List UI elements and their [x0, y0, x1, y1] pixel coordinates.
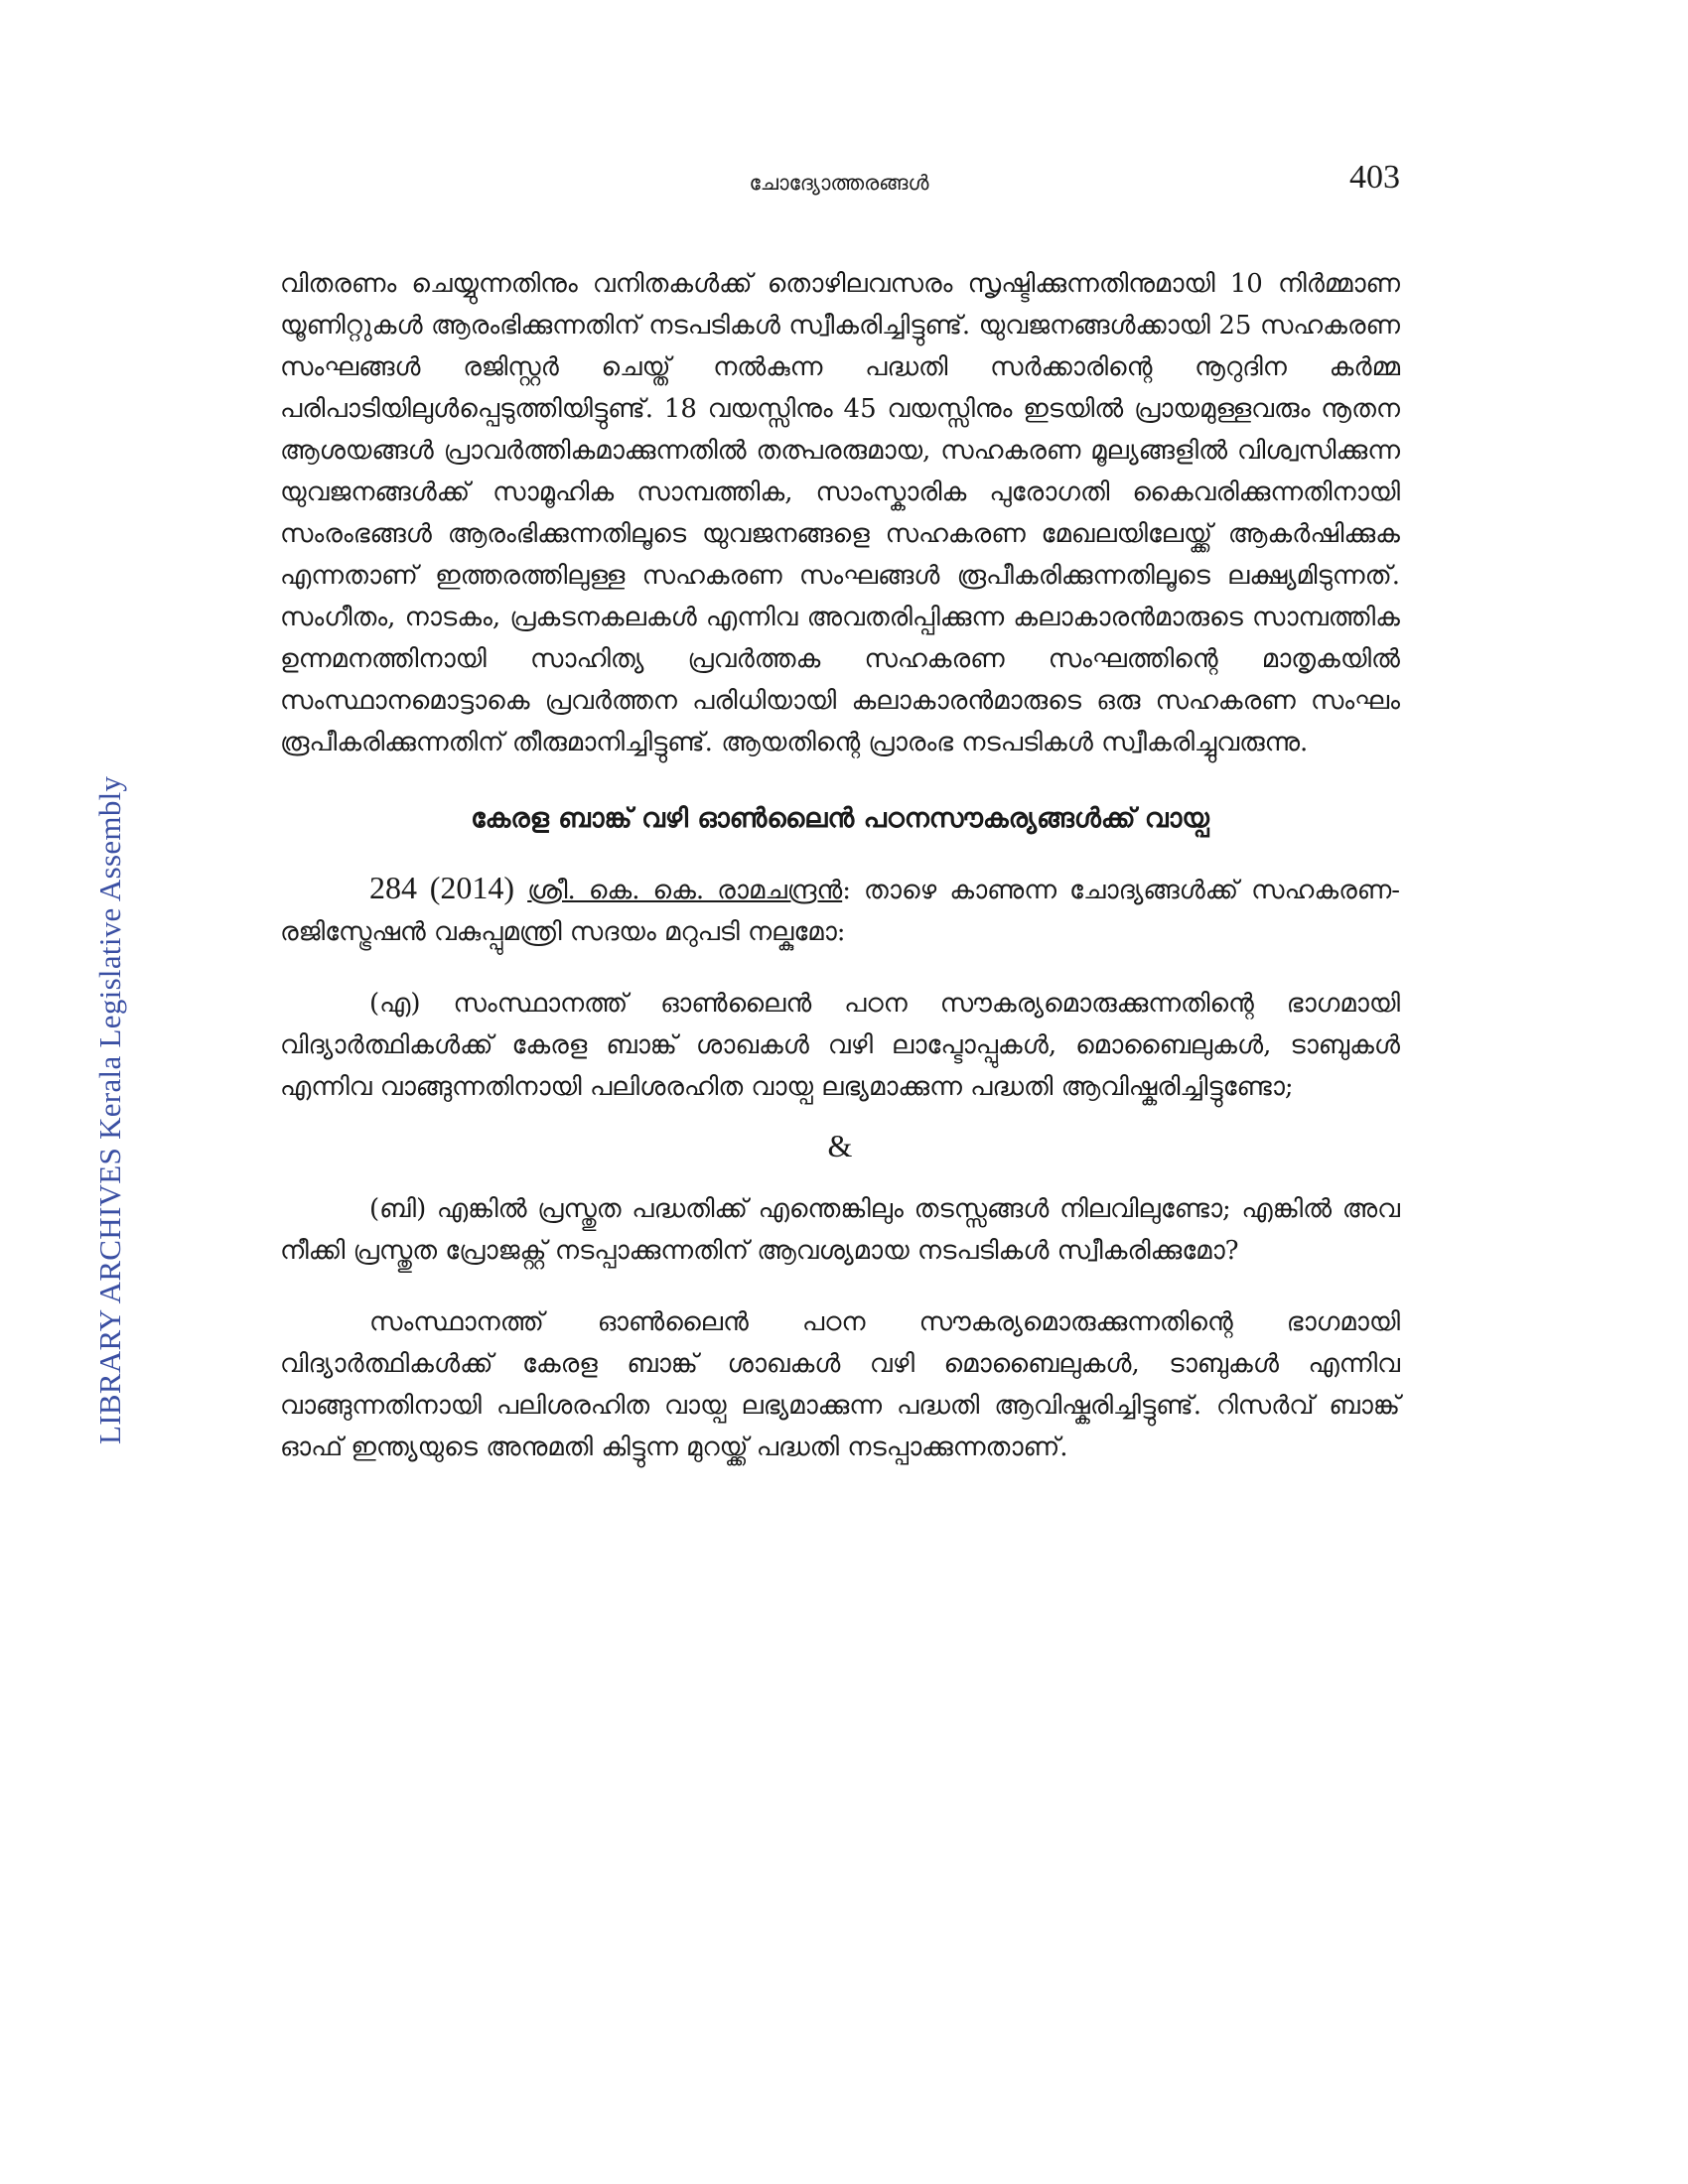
running-title: ചോദ്യോത്തരങ്ങൾ: [749, 171, 929, 195]
running-header: [278, 159, 1400, 208]
archive-watermark: LIBRARY ARCHIVES Kerala Legislative Assembly: [92, 775, 127, 1444]
question-heading: കേരള ബാങ്ക് വഴി ഓൺലൈൻ പഠനസൗകര്യങ്ങൾക്ക് വായ്പ: [471, 803, 1209, 834]
page-number: 403: [1349, 159, 1400, 196]
question-part-b: (ബി) എങ്കിൽ പ്രസ്തുത പദ്ധതിക്ക് എന്തെങ്കിലും തടസ്സങ്ങൾ നിലവിലുണ്ടോ; എങ്കിൽ അവ നീക്കി പ്രസ്തുത പ്രോജക്റ്റ് നടപ്പാക്കുന്നതിന് ആവശ്യമായ നടപടികൾ സ്വീകരിക്കുമോ?: [280, 1194, 1400, 1266]
answer-paragraph: സംസ്ഥാനത്ത് ഓൺലൈൻ പഠന സൗകര്യമൊരുക്കുന്നതിന്റെ ഭാഗമായി വിദ്യാർത്ഥികൾക്ക് കേരള ബാങ്ക് ശാഖകൾ വഴി മൊബൈലുകൾ, ടാബുകൾ എന്നിവ വാങ്ങുന്നതിനായി പലിശരഹിത വായ്പ ലഭ്യമാക്കുന്ന പദ്ധതി ആവിഷ്കരിച്ചിട്ടുണ്ട്. റിസർവ് ബാങ്ക് ഓഫ് ഇന്ത്യയുടെ അനുമതി കിട്ടുന്ന മുറയ്ക്ക് പദ്ധതി നടപ്പാക്കുന്നതാണ്.: [280, 1307, 1400, 1462]
ampersand-separator: &: [827, 1128, 853, 1163]
question-part-a: (എ) സംസ്ഥാനത്ത് ഓൺലൈൻ പഠന സൗകര്യമൊരുക്കുന്നതിന്റെ ഭാഗമായി വിദ്യാർത്ഥികൾക്ക് കേരള ബാങ്ക് ശാഖകൾ വഴി ലാപ്ടോപ്പുകൾ, മൊബൈലുകൾ, ടാബുകൾ എന്നിവ വാങ്ങുന്നതിനായി പലിശരഹിത വായ്പ ലഭ്യമാക്കുന്ന പദ്ധതി ആവിഷ്കരിച്ചിട്ടുണ്ടോ;: [280, 989, 1400, 1102]
question-intro-text: : താഴെ കാണുന്ന ചോദ്യങ്ങൾക്ക് സഹകരണ-രജിസ്ട്രേഷൻ വകുപ്പുമന്ത്രി സദയം മറുപടി നല്കുമോ:: [280, 876, 1401, 947]
page-body: [280, 263, 1400, 1468]
question-intro: [280, 867, 1400, 953]
intro-paragraph: വിതരണം ചെയ്യുന്നതിനും വനിതകൾക്ക് തൊഴിലവസരം സൃഷ്ടിക്കുന്നതിനുമായി 10 നിർമ്മാണ യൂണിറ്റുകൾ ആരംഭിക്കുന്നതിന് നടപടികൾ സ്വീകരിച്ചിട്ടുണ്ട്. യുവജനങ്ങൾക്കായി 25 സഹകരണ സംഘങ്ങൾ രജിസ്റ്റർ ചെയ്ത് നൽകുന്ന പദ്ധതി സർക്കാരിന്റെ നൂറുദിന കർമ്മ പരിപാടിയിലുൾപ്പെടുത്തിയിട്ടുണ്ട്. 18 വയസ്സിനും 45 വയസ്സിനും ഇടയിൽ പ്രായമുള്ളവരും നൂതന ആശയങ്ങൾ പ്രാവർത്തികമാക്കുന്നതിൽ തത്പരരുമായ, സഹകരണ മൂല്യങ്ങളിൽ വിശ്വസിക്കുന്ന യുവജനങ്ങൾക്ക് സാമൂഹിക സാമ്പത്തിക, സാംസ്കാരിക പുരോഗതി കൈവരിക്കുന്നതിനായി സംരംഭങ്ങൾ ആരംഭിക്കുന്നതിലൂടെ യുവജനങ്ങളെ സഹകരണ മേഖലയിലേയ്ക്ക് ആകർഷിക്കുക എന്നതാണ് ഇത്തരത്തിലുള്ള സഹകരണ സംഘങ്ങൾ രൂപീകരിക്കുന്നതിലൂടെ ലക്ഷ്യമിടുന്നത്. സംഗീതം, നാടകം, പ്രകടനകലകൾ എന്നിവ അവതരിപ്പിക്കുന്ന കലാകാരൻമാരുടെ സാമ്പത്തിക ഉന്നമനത്തിനായി സാഹിത്യ പ്രവർത്തക സഹകരണ സംഘത്തിന്റെ മാതൃകയിൽ സംസ്ഥാനമൊട്ടാകെ പ്രവർത്തന പരിധിയായി കലാകാരൻമാരുടെ ഒരു സഹകരണ സംഘം രൂപീകരിക്കുന്നതിന് തീരുമാനിച്ചിട്ടുണ്ട്. ആയതിന്റെ പ്രാരംഭ നടപടികൾ സ്വീകരിച്ചുവരുന്നു.: [280, 269, 1400, 757]
question-number: 284 (2014): [369, 870, 515, 905]
member-name: ശ്രീ. കെ. കെ. രാമചന്ദ്രൻ: [527, 876, 843, 905]
